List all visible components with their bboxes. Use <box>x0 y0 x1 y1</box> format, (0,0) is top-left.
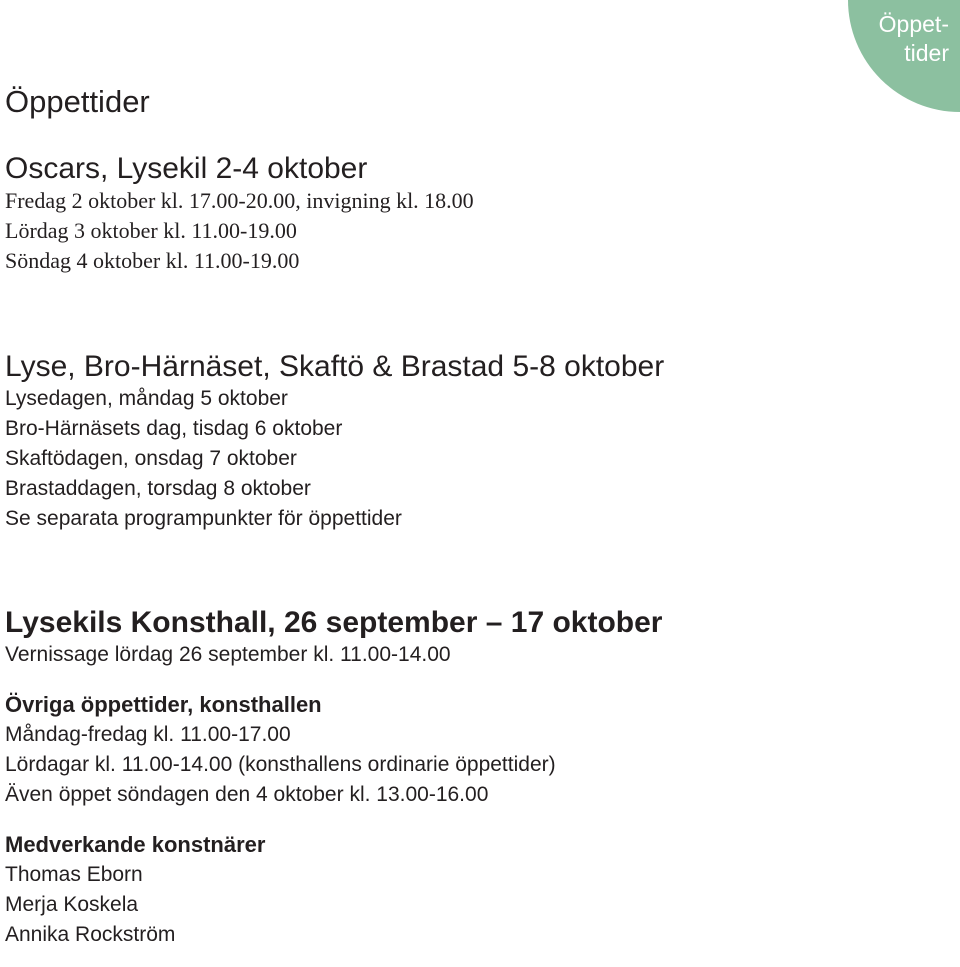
artist-name: Merja Koskela <box>5 893 139 916</box>
other-hours-line: Måndag-fredag kl. 11.00-17.00 <box>5 723 291 746</box>
artists-list <box>5 860 960 950</box>
oscars-list <box>5 186 960 276</box>
other-hours-line: Lördagar kl. 11.00-14.00 (konsthallens ordinarie öppettider) <box>5 753 556 776</box>
page-title: Öppettider <box>5 84 150 119</box>
artist-name: Annika Rockström <box>5 923 176 946</box>
corner-tab-label: Öppet- tider <box>878 11 949 66</box>
other-hours-line: Även öppet söndagen den 4 oktober kl. 13.00-16.00 <box>5 783 489 806</box>
oscars-heading: Oscars, Lysekil 2-4 oktober <box>5 152 368 185</box>
konsthall-heading: Lysekils Konsthall, 26 september – 17 oktober <box>5 606 663 639</box>
lyse-heading: Lyse, Bro-Härnäset, Skaftö & Brastad 5-8 oktober <box>5 350 665 383</box>
lyse-line: Skaftödagen, onsdag 7 oktober <box>5 447 297 470</box>
section-lyse <box>5 350 960 534</box>
section-oscars <box>5 152 960 276</box>
artist-name: Thomas Eborn <box>5 863 143 886</box>
artists-heading: Medverkande konstnärer <box>5 832 266 857</box>
lyse-line: Se separata programpunkter för öppettider <box>5 507 402 530</box>
oscars-line: Söndag 4 oktober kl. 11.00-19.00 <box>5 248 300 273</box>
section-konsthall <box>5 606 960 950</box>
lyse-list <box>5 384 960 534</box>
oscars-line: Fredag 2 oktober kl. 17.00-20.00, invigning kl. 18.00 <box>5 188 474 213</box>
other-hours-list <box>5 720 960 810</box>
oscars-line: Lördag 3 oktober kl. 11.00-19.00 <box>5 218 297 243</box>
lyse-line: Brastaddagen, torsdag 8 oktober <box>5 477 311 500</box>
vernissage-line: Vernissage lördag 26 september kl. 11.00-14.00 <box>5 643 451 666</box>
lyse-line: Bro-Härnäsets dag, tisdag 6 oktober <box>5 417 343 440</box>
lyse-line: Lysedagen, måndag 5 oktober <box>5 387 288 410</box>
konsthall-vernissage-list <box>5 640 960 670</box>
other-hours-heading: Övriga öppettider, konsthallen <box>5 692 322 717</box>
